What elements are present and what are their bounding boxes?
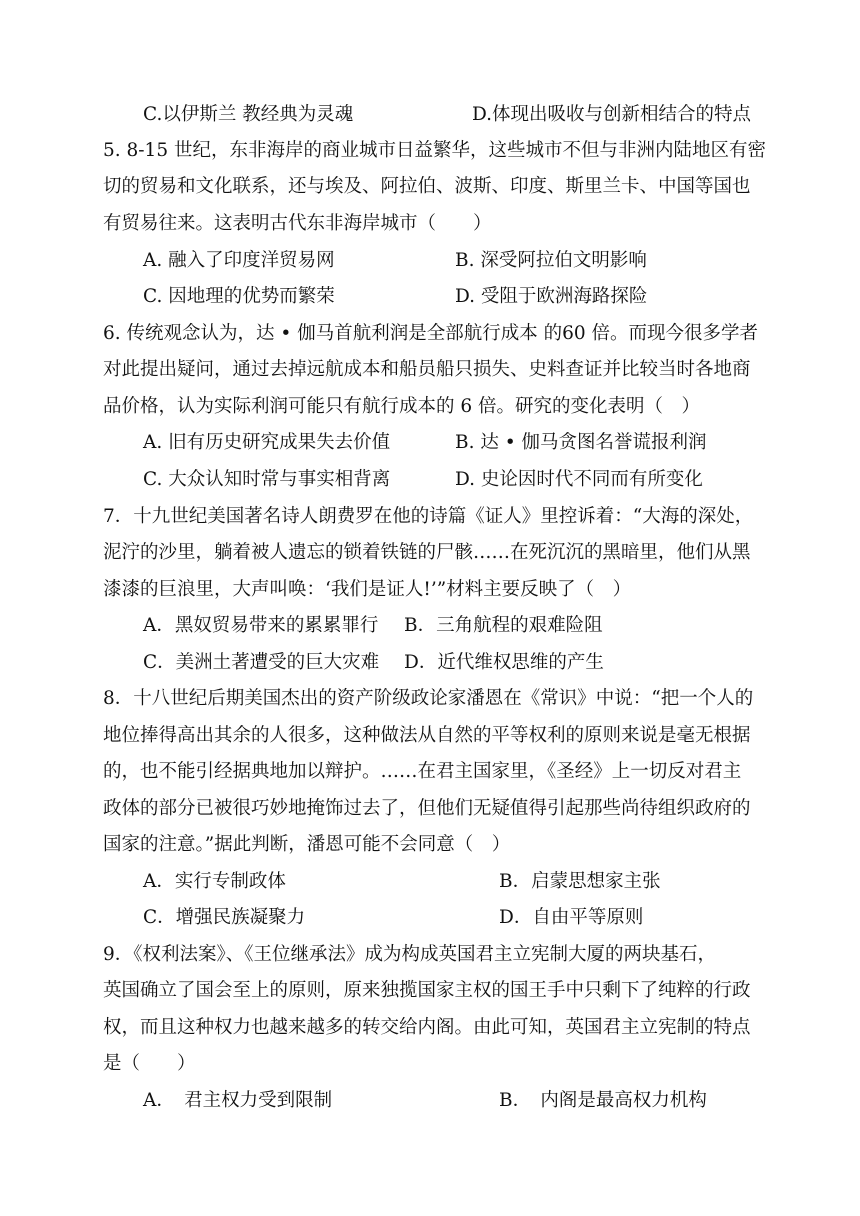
- q5-stem-line-2: 切的贸易和文化联系，还与埃及、阿拉伯、波斯、印度、斯里兰卡、中国等国也: [103, 176, 751, 197]
- q9-option-a: A． 君主权力受到限制: [143, 1090, 333, 1111]
- q8-stem-line-1: 8．十八世纪后期美国杰出的资产阶级政论家潘恩在《常识》中说：“把一个人的: [103, 688, 754, 709]
- q8-stem-line-5: 国家的注意。”据此判断，潘恩可能不会同意（ ）: [103, 834, 511, 855]
- q6-option-b: B. 达 • 伽马贪图名誉谎报利润: [455, 432, 707, 453]
- q5-option-d: D. 受阻于欧洲海路探险: [455, 286, 648, 307]
- q8-option-b: B．启蒙思想家主张: [499, 871, 661, 892]
- q6-stem-line-2: 对此提出疑问，通过去掉远航成本和船员船只损失、史料查证并比较当时各地商: [103, 359, 751, 380]
- q7-stem-line-1: 7．十九世纪美国著名诗人朗费罗在他的诗篇《证人》里控诉着：“大海的深处，: [103, 506, 754, 527]
- q9-stem-line-1: 9．《权利法案》、《王位继承法》成为构成英国君主立宪制大厦的两块基石，: [103, 944, 717, 965]
- q6-option-d: D. 史论因时代不同而有所变化: [455, 469, 703, 490]
- q4-option-c: C.以伊斯兰 教经典为灵魂: [143, 104, 354, 125]
- q6-option-c: C. 大众认知时常与事实相背离: [143, 469, 391, 490]
- q5-option-c: C. 因地理的优势而繁荣: [143, 286, 335, 307]
- q7-option-d: D．近代维权思维的产生: [404, 652, 604, 673]
- q7-stem-line-2: 泥泞的沙里，躺着被人遗忘的锁着铁链的尸骸……在死沉沉的黑暗里，他们从黑: [103, 542, 751, 563]
- q9-stem-line-2: 英国确立了国会至上的原则，原来独揽国家主权的国王手中只剩下了纯粹的行政: [103, 980, 751, 1001]
- q9-option-b: B． 内阁是最高权力机构: [499, 1090, 707, 1111]
- q6-option-a: A. 旧有历史研究成果失去价值: [143, 432, 391, 453]
- q6-stem-line-3: 品价格，认为实际利润可能只有航行成本的 6 倍。研究的变化表明（ ）: [103, 396, 701, 417]
- q9-stem-line-3: 权，而且这种权力也越来越多的转交给内阁。由此可知，英国君主立宪制的特点: [103, 1017, 751, 1038]
- q7-stem-line-3: 漆漆的巨浪里，大声叫唤：‘我们是证人!’”材料主要反映了（ ）: [103, 579, 632, 600]
- q5-stem-line-1: 5. 8-15 世纪，东非海岸的商业城市日益繁华，这些城市不但与非洲内陆地区有密: [103, 140, 766, 161]
- q8-stem-line-3: 的，也不能引经据典地加以辩护。……在君主国家里，《圣经》上一切反对君主: [103, 761, 742, 782]
- q7-option-b: B．三角航程的艰难险阻: [404, 615, 603, 636]
- q7-option-c: C．美洲土著遭受的巨大灾难: [143, 652, 380, 673]
- q5-option-b: B. 深受阿拉伯文明影响: [455, 250, 647, 271]
- q8-option-a: A．实行专制政体: [143, 871, 286, 892]
- q8-option-d: D．自由平等原则: [499, 907, 644, 928]
- q8-stem-line-4: 政体的部分已被很巧妙地掩饰过去了，但他们无疑值得引起那些尚待组织政府的: [103, 798, 751, 819]
- q5-stem-line-3: 有贸易往来。这表明古代东非海岸城市（ ）: [103, 213, 492, 234]
- q6-stem-line-1: 6. 传统观念认为，达 • 伽马首航利润是全部航行成本 的60 倍。而现今很多学者: [103, 323, 759, 344]
- q5-option-a: A. 融入了印度洋贸易网: [143, 250, 335, 271]
- q8-option-c: C．增强民族凝聚力: [143, 907, 306, 928]
- q8-stem-line-2: 地位捧得高出其余的人很多，这种做法从自然的平等权利的原则来说是毫无根据: [103, 725, 751, 746]
- q9-stem-line-4: 是（ ）: [103, 1053, 196, 1074]
- q7-option-a: A．黑奴贸易带来的累累罪行: [143, 615, 379, 636]
- q4-option-d: D.体现出吸收与创新相结合的特点: [472, 104, 752, 125]
